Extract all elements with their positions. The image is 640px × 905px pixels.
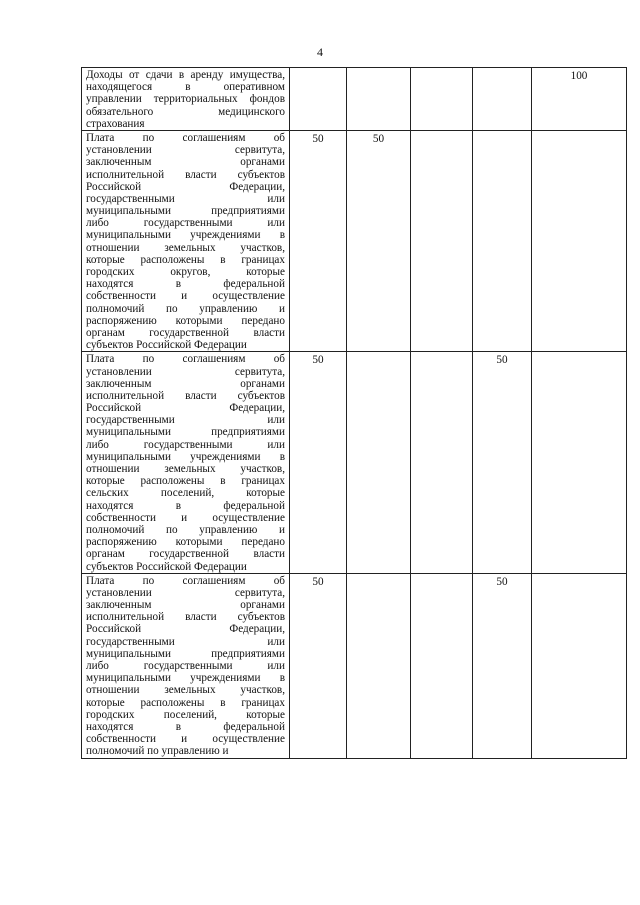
description-line: органам государственной власти: [86, 548, 285, 561]
table-row: [82, 573, 627, 758]
description-line: которые расположены в границах: [86, 696, 285, 709]
description-line: установлении сервитута,: [86, 586, 285, 599]
description-line: находятся в федеральной: [86, 720, 285, 733]
percentage-cell: 50: [290, 130, 347, 351]
description-line: либо государственными или: [86, 217, 285, 230]
description-line: обязательного медицинского: [86, 105, 285, 118]
description-line: Плата по соглашениям об: [86, 353, 285, 366]
percentage-cell: 50: [473, 573, 532, 758]
percentage-cell: [347, 352, 411, 573]
table-row: [82, 68, 627, 131]
percentage-cell: [411, 573, 473, 758]
description-line: Доходы от сдачи в аренду имущества,: [86, 69, 285, 81]
description-line: которые расположены в границах: [86, 475, 285, 488]
description-line: Плата по соглашениям об: [86, 131, 285, 144]
description-line: муниципальными предприятиями: [86, 647, 285, 660]
description-line: полномочий по управлению и: [86, 745, 229, 758]
description-line: собственности и осуществление: [86, 511, 285, 524]
percentage-cell: 50: [347, 130, 411, 351]
description-line: Российской Федерации,: [86, 180, 285, 193]
percentage-cell: 100: [532, 68, 627, 131]
percentage-cell: 50: [290, 573, 347, 758]
description-line: муниципальными учреждениями в: [86, 672, 285, 685]
percentage-cell: [411, 352, 473, 573]
table-body: [82, 68, 627, 759]
percentage-cell: [411, 130, 473, 351]
percentage-cell: 50: [290, 352, 347, 573]
percentage-cell: [473, 130, 532, 351]
description-line: исполнительной власти субъектов: [86, 611, 285, 624]
description-line: полномочий по управлению и: [86, 302, 285, 315]
description-line: либо государственными или: [86, 438, 285, 451]
percentage-cell: [347, 573, 411, 758]
description-line: городских округов, которые: [86, 266, 285, 278]
page-number: 4: [317, 45, 323, 59]
description-line: субъектов Российской Федерации: [86, 339, 247, 352]
table-row: [82, 130, 627, 351]
percentage-cell: [473, 68, 532, 131]
description-line: Плата по соглашениям об: [86, 574, 285, 587]
description-line: заключенным органами: [86, 156, 285, 169]
description-line: субъектов Российской Федерации: [86, 560, 247, 573]
description-line: муниципальными предприятиями: [86, 205, 285, 218]
description-line: управлении территориальных фондов: [86, 93, 285, 106]
description-line: распоряжению которыми передано: [86, 536, 285, 549]
description-line: либо государственными или: [86, 660, 285, 672]
description-line: государственными или: [86, 635, 285, 648]
description-line: заключенным органами: [86, 377, 285, 390]
revenue-description-cell: [82, 130, 290, 351]
percentage-cell: 50: [473, 352, 532, 573]
description-line: отношении земельных участков,: [86, 463, 285, 475]
description-line: исполнительной власти субъектов: [86, 168, 285, 181]
table-row: [82, 352, 627, 573]
description-line: отношении земельных участков,: [86, 241, 285, 254]
percentage-cell: [290, 68, 347, 131]
description-line: отношении земельных участков,: [86, 684, 285, 697]
percentage-cell: [532, 130, 627, 351]
description-line: Российской Федерации,: [86, 402, 285, 415]
description-line: заключенным органами: [86, 599, 285, 612]
description-line: установлении сервитута,: [86, 365, 285, 378]
description-line: собственности и осуществление: [86, 733, 285, 746]
description-line: сельских поселений, которые: [86, 487, 285, 500]
description-line: которые расположены в границах: [86, 253, 285, 266]
revenue-description-cell: [82, 352, 290, 573]
revenue-distribution-table: [81, 67, 627, 759]
description-line: городских поселений, которые: [86, 708, 285, 721]
description-line: органам государственной власти: [86, 326, 285, 339]
revenue-description-cell: [82, 573, 290, 758]
description-line: распоряжению которыми передано: [86, 314, 285, 327]
description-line: Российской Федерации,: [86, 623, 285, 636]
revenue-description-cell: [82, 68, 290, 131]
description-line: находящегося в оперативном: [86, 81, 285, 94]
percentage-cell: [347, 68, 411, 131]
description-line: страхования: [86, 117, 145, 130]
percentage-cell: [532, 573, 627, 758]
description-line: находятся в федеральной: [86, 278, 285, 291]
description-line: муниципальными предприятиями: [86, 426, 285, 439]
description-line: исполнительной власти субъектов: [86, 389, 285, 402]
description-line: находятся в федеральной: [86, 499, 285, 512]
description-line: государственными или: [86, 414, 285, 427]
description-line: собственности и осуществление: [86, 290, 285, 303]
description-line: муниципальными учреждениями в: [86, 450, 285, 463]
description-line: полномочий по управлению и: [86, 523, 285, 536]
description-line: установлении сервитута,: [86, 144, 285, 157]
percentage-cell: [532, 352, 627, 573]
description-line: государственными или: [86, 192, 285, 205]
description-line: муниципальными учреждениями в: [86, 229, 285, 242]
percentage-cell: [411, 68, 473, 131]
